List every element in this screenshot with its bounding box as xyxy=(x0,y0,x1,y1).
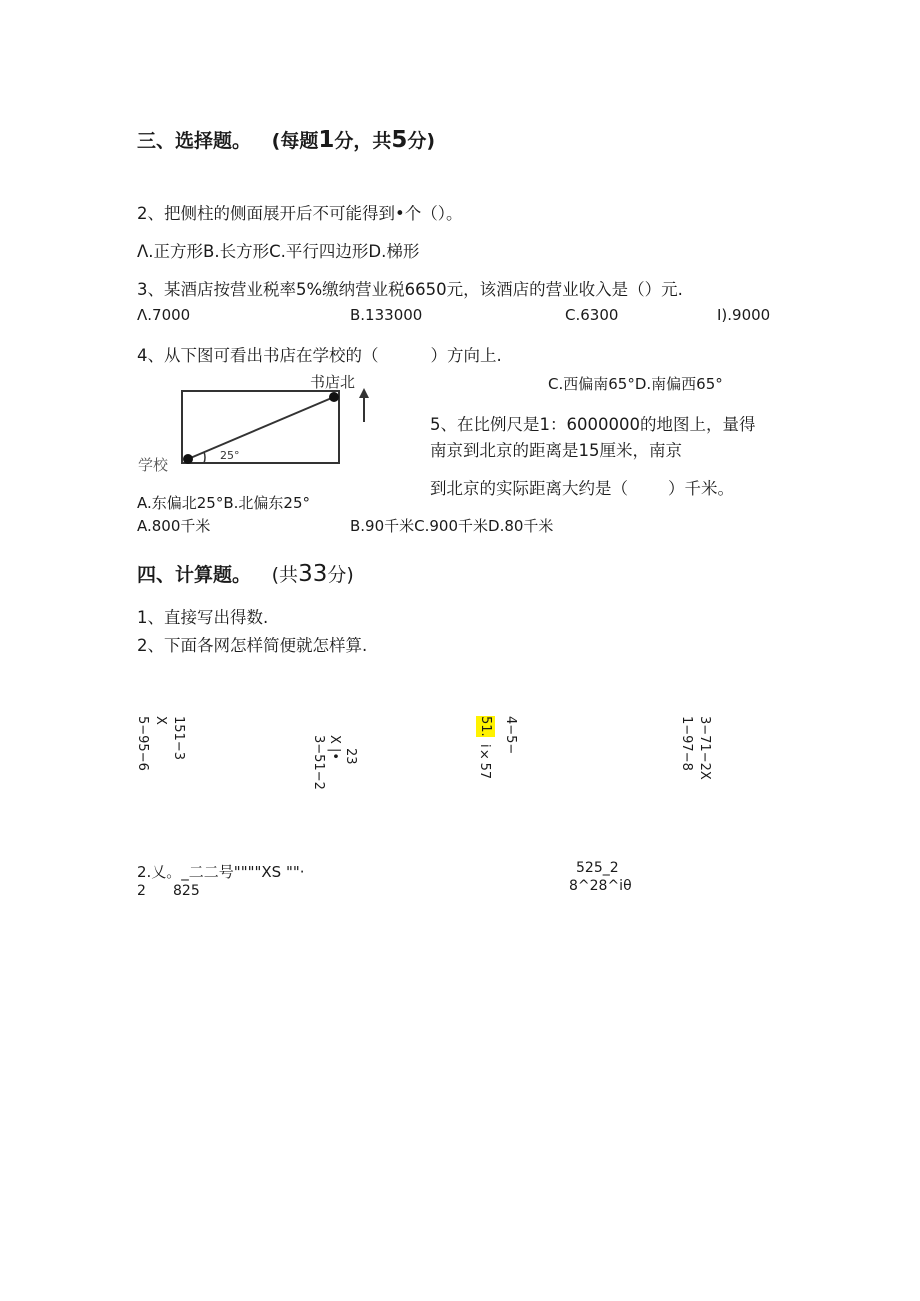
q5-line2: 南京到北京的距离是15厘米，南京 xyxy=(430,441,682,460)
calc-item-1: 1、直接写出得数. xyxy=(137,608,269,627)
q5-option-a: A.800千米 xyxy=(137,517,211,535)
q5-line1: 5、在比例尺是1：6000000的地图上，量得 xyxy=(430,415,756,434)
angle-label: 25° xyxy=(220,449,240,462)
north-arrow-head xyxy=(359,388,369,398)
store-label: 书店北 xyxy=(310,373,356,391)
q5-option-bcd: B.90千米C.900千米D.80千米 xyxy=(350,517,554,535)
q3-stem: 3、某酒店按营业税率5%缴纳营业税6650元，该酒店的营业收入是（）元. xyxy=(137,280,683,299)
q3-option-d: I).9000 xyxy=(717,306,771,324)
calc-fragment-col2-c: 23 xyxy=(343,748,358,765)
calc-item-2: 2、下面各网怎样简便就怎样算. xyxy=(137,636,368,655)
calc-fragment-col3-c: 4−5− xyxy=(503,716,518,755)
bottom-line-b-left: 2 xyxy=(137,883,146,899)
q4-options-cd: C.西偏南65°D.南偏西65° xyxy=(548,375,723,393)
section4-title: 四、计算题。 xyxy=(137,564,252,586)
calc-fragment-col1-c: 151−3 xyxy=(171,716,186,760)
section3-score: (每题1分，共5分) xyxy=(271,127,436,153)
figure-diagonal-line xyxy=(188,397,334,459)
bottom-right-a: 525_2 xyxy=(576,860,619,876)
section3-title: 三、选择题。 xyxy=(137,130,252,152)
section4-heading xyxy=(137,560,354,587)
calc-fragment-col2-a: 3−51−2 xyxy=(311,735,326,790)
school-label: 学校 xyxy=(138,456,169,474)
calc-fragment-col1-b: X xyxy=(153,716,168,725)
bottom-right-b: 8^28^iθ xyxy=(569,878,632,894)
q2-stem: 2、把侧柱的侧面展开后不可能得到•个（）。 xyxy=(137,204,463,223)
q5-line3: 到北京的实际距离大约是（ ）千米。 xyxy=(430,479,734,498)
calc-fragment-col2-b: X |• xyxy=(327,735,342,761)
section3-heading xyxy=(137,126,435,153)
q3-option-b: B.133000 xyxy=(350,306,423,324)
q4-options-ab: A.东偏北25°B.北偏东25° xyxy=(137,494,310,512)
bottom-line-b-right: 825 xyxy=(173,883,200,899)
calc-fragment-col1-a: 5−95−6 xyxy=(135,716,150,771)
section4-score: (共33分) xyxy=(271,561,354,587)
school-point xyxy=(183,454,193,464)
q4-stem: 4、从下图可看出书店在学校的（ ）方向上. xyxy=(137,346,502,365)
angle-arc xyxy=(204,452,205,463)
calc-fragment-col4-b: 3−71−2X xyxy=(697,716,712,780)
calc-fragment-col4-a: 1−97−8 xyxy=(679,716,694,771)
store-point xyxy=(329,392,339,402)
calc-fragment-col3-b: i×57 xyxy=(477,744,492,780)
q2-options: Λ.正方形B.长方形C.平行四边形D.梯形 xyxy=(137,242,420,261)
bottom-line-a: 2.乂。_二二号""""XS ""· xyxy=(137,863,305,881)
q3-option-c: C.6300 xyxy=(565,306,619,324)
q3-option-a: Λ.7000 xyxy=(137,306,191,324)
calc-fragment-col3-a: 51. xyxy=(478,716,493,737)
q4-direction-figure xyxy=(136,368,376,480)
